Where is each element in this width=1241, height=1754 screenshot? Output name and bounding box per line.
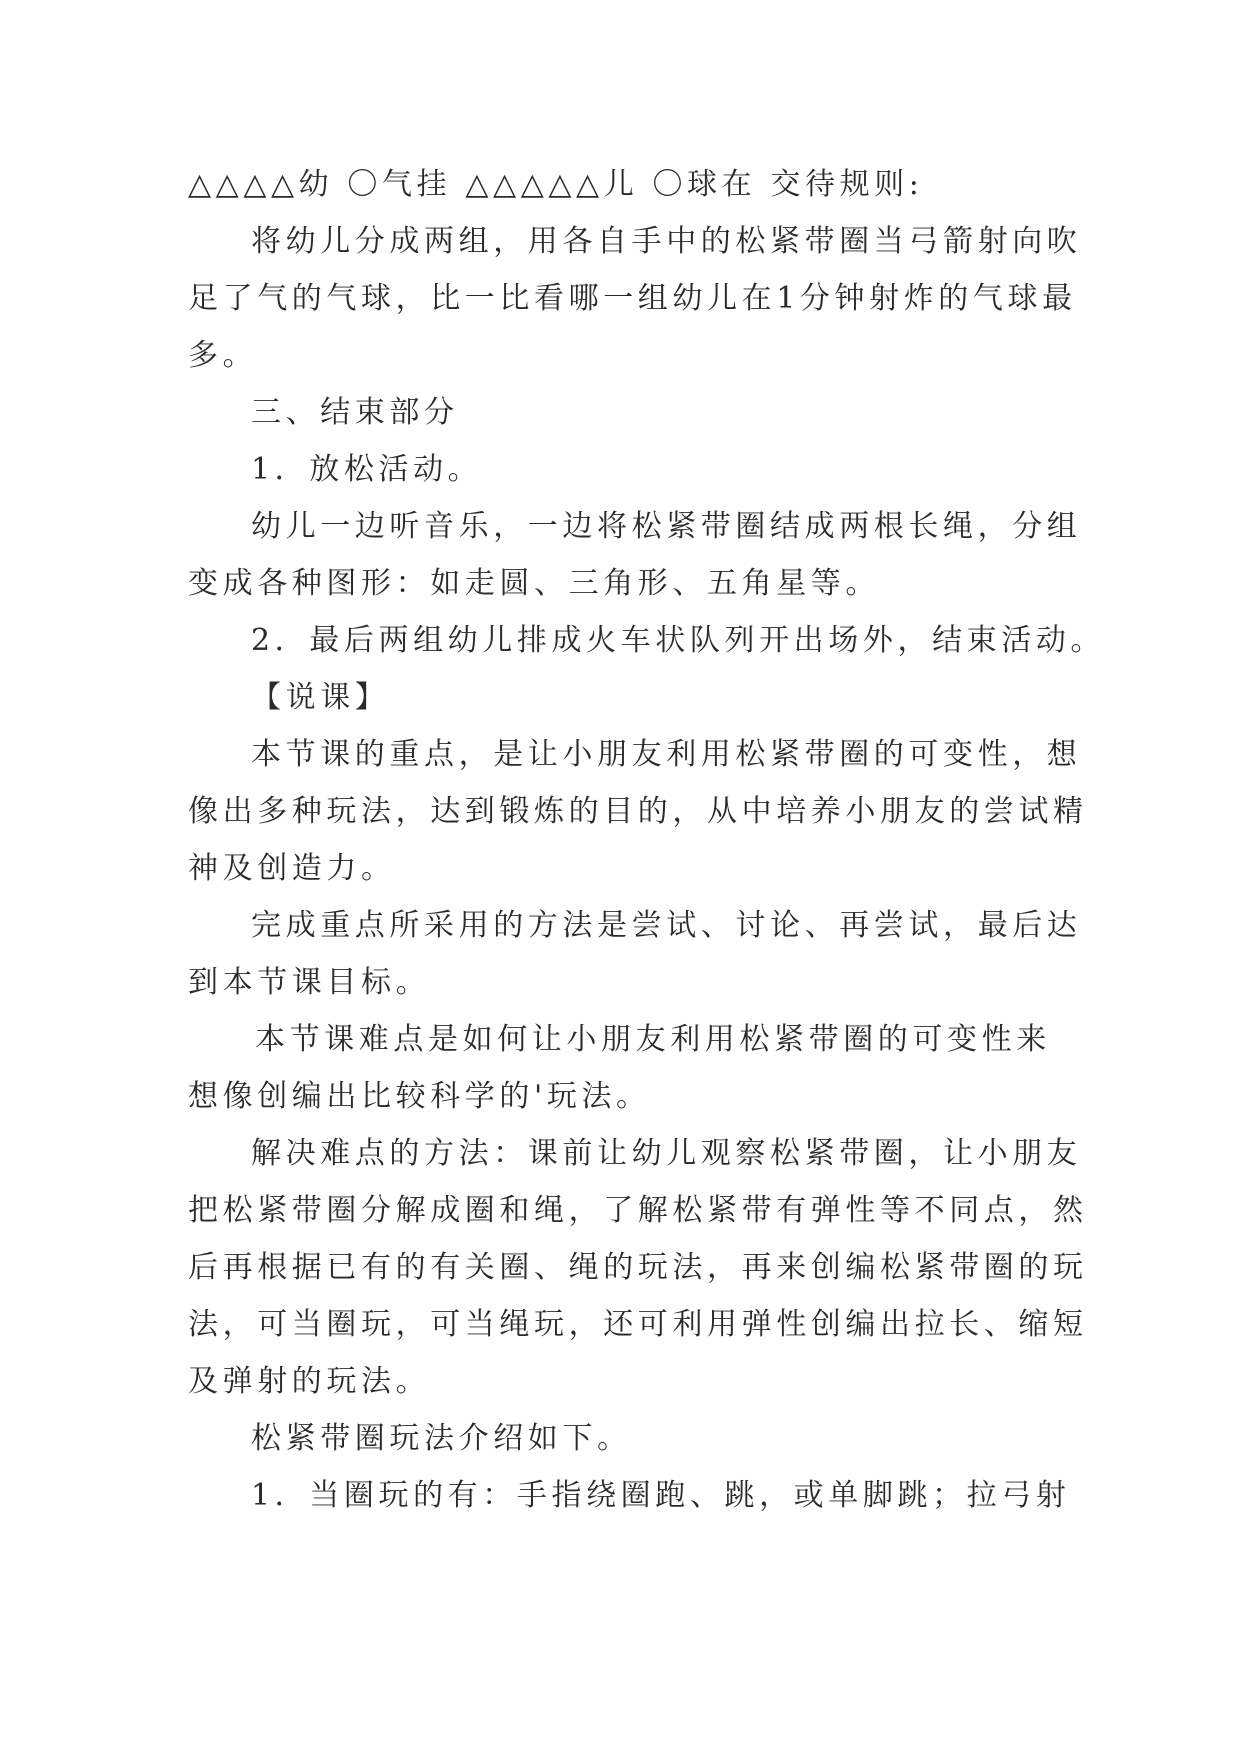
section-heading: 三、结束部分 bbox=[251, 395, 459, 430]
text-line-24: 1．当圈玩的有：手指绕圈跑、跳，或单脚跳；拉弓射 bbox=[251, 1478, 1071, 1513]
text-line-2: 将幼儿分成两组，用各自手中的松紧带圈当弓箭射向吹 bbox=[251, 224, 1082, 259]
text-line-13: 神及创造力。 bbox=[188, 851, 396, 886]
text-line-23: 松紧带圈玩法介绍如下。 bbox=[251, 1421, 632, 1456]
text-line-18: 解决难点的方法：课前让幼儿观察松紧带圈，让小朋友 bbox=[251, 1136, 1082, 1171]
text-line-11: 本节课的重点，是让小朋友利用松紧带圈的可变性，想 bbox=[251, 737, 1082, 772]
text-line-22: 及弹射的玩法。 bbox=[188, 1364, 431, 1399]
text-line-21: 法，可当圈玩，可当绳玩，还可利用弹性创编出拉长、缩短 bbox=[188, 1307, 1088, 1342]
text-line-4: 多。 bbox=[188, 338, 258, 373]
text-line-1: △△△△幼 〇气挂 △△△△△儿 〇球在 交待规则: bbox=[188, 167, 924, 202]
text-line-17: 想像创编出比较科学的'玩法。 bbox=[188, 1079, 651, 1114]
text-line-12: 像出多种玩法，达到锻炼的目的，从中培养小朋友的尝试精 bbox=[188, 794, 1088, 829]
text-line-8: 变成各种图形：如走圆、三角形、五角星等。 bbox=[188, 566, 880, 601]
section-heading-shuoke: 【说课】 bbox=[251, 680, 390, 715]
text-line-3: 足了气的气球，比一比看哪一组幼儿在1分钟射炸的气球最 bbox=[188, 281, 1077, 316]
text-line-19: 把松紧带圈分解成圈和绳，了解松紧带有弹性等不同点，然 bbox=[188, 1193, 1088, 1228]
text-line-6: 1．放松活动。 bbox=[251, 452, 483, 487]
text-line-7: 幼儿一边听音乐，一边将松紧带圈结成两根长绳，分组 bbox=[251, 509, 1082, 544]
text-line-14: 完成重点所采用的方法是尝试、讨论、再尝试，最后达 bbox=[251, 908, 1082, 943]
text-line-20: 后再根据已有的有关圈、绳的玩法，再来创编松紧带圈的玩 bbox=[188, 1250, 1088, 1285]
text-line-15: 到本节课目标。 bbox=[188, 965, 431, 1000]
text-line-9: 2．最后两组幼儿排成火车状队列开出场外，结束活动。 bbox=[251, 623, 1106, 658]
text-line-16: 本节课难点是如何让小朋友利用松紧带圈的可变性来 bbox=[255, 1022, 1051, 1057]
